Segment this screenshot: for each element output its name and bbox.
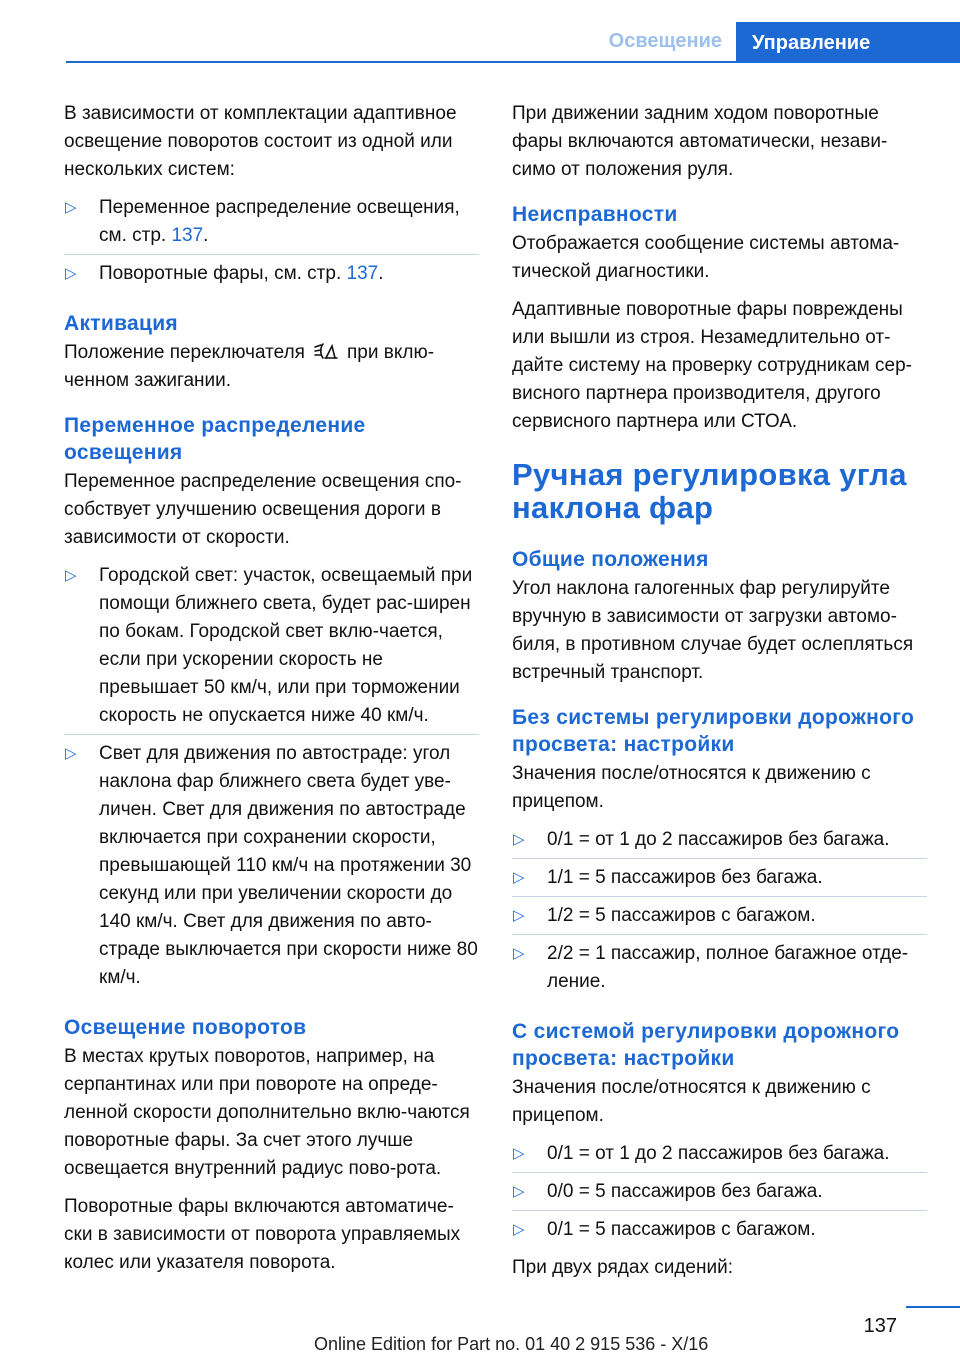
list-item: ▷ 1/1 = 5 пассажиров без багажа. [512,864,927,897]
triangle-right-icon: ▷ [513,831,525,848]
page-header [0,0,960,62]
two-rows-paragraph: При двух рядах сидений: [512,1257,733,1278]
triangle-right-icon: ▷ [513,1145,525,1162]
manual-adjustment-heading: Ручная регулировка угла наклона фар [512,457,907,525]
triangle-right-icon: ▷ [513,869,525,886]
variable-lighting-paragraph: Переменное распределение освещения спо-собствует улучшению освещения дороги в зависимости от скорости. [64,471,462,548]
triangle-right-icon: ▷ [513,945,525,962]
intro-paragraph: В зависимости от комплектации адаптивное освещение поворотов состоит из одной или нескольких систем: [64,103,457,180]
triangle-right-icon: ▷ [65,199,77,216]
list-item: ▷ Переменное распределение освещения, см. стр. 137. [64,194,479,255]
variable-lighting-list [64,562,479,997]
list-divider [512,858,927,859]
section-tab-lighting[interactable]: Освещение [608,30,722,52]
list-item: ▷ 0/1 = 5 пассажиров с багажом. [512,1216,927,1249]
cornering-paragraph-2: Поворотные фары включаются автоматиче-ски в зависимости от поворота управляемых колес или указателя поворота. [64,1196,461,1273]
activation-paragraph: Положение переключателя при вклю-ченном зажигании. [64,342,435,391]
list-item: ▷ 0/1 = от 1 до 2 пассажиров без багажа. [512,1140,927,1173]
triangle-right-icon: ▷ [65,265,77,282]
list-item: ▷ Городской свет: участок, освещаемый при помощи ближнего света, будет рас-ширен по бокам. Городской свет вклю-чается, если при ускорении скорость не превышает 50 км/ч, или при торможении скорость не опускается ниже 40 км/ч. [64,562,479,735]
list-divider [512,934,927,935]
triangle-right-icon: ▷ [513,1183,525,1200]
list-item: ▷ 1/2 = 5 пассажиров с багажом. [512,902,927,935]
chapter-tab-controls[interactable]: Управление [736,22,960,62]
cornering-paragraph-1: В местах крутых поворотов, например, на серпантинах или при повороте на опреде-ленной скорости дополнительно вклю-чаются поворотные фары. За счет этого лучше освещается внутренний радиус пово-рота. [64,1046,470,1179]
list-divider [512,896,927,897]
with-leveling-list [512,1140,927,1249]
triangle-right-icon: ▷ [513,907,525,924]
list-divider [512,1172,927,1173]
with-leveling-heading: С системой регулировки дорожного просвета: настройки [512,1020,900,1070]
faults-paragraph-1: Отображается сообщение системы автома-тической диагностики. [512,233,900,282]
without-leveling-paragraph: Значения после/относятся к движению с прицепом. [512,763,871,812]
page-number: 137 [863,1315,897,1337]
cornering-heading: Освещение поворотов [64,1016,307,1039]
header-divider [66,61,960,63]
list-item: ▷ 0/1 = от 1 до 2 пассажиров без багажа. [512,826,927,859]
headlight-auto-switch-icon [313,340,339,362]
triangle-right-icon: ▷ [65,567,77,584]
triangle-right-icon: ▷ [513,1221,525,1238]
list-item: ▷ 0/0 = 5 пассажиров без багажа. [512,1178,927,1211]
list-item: ▷ Свет для движения по автостраде: угол наклона фар ближнего света будет уве-личен. Свет для движения по автостраде включается при сохранении скорости, превышающей 110 км/ч на протяжении 30 секунд или при увеличении скорости до 140 км/ч. Свет для движения по авто-страде выключается при скорости ниже 80 км/ч. [64,740,479,997]
footer-divider [906,1306,960,1308]
list-divider [64,254,479,255]
reverse-paragraph: При движении задним ходом поворотные фары включаются автоматически, незави-симо от положения руля. [512,103,888,180]
general-paragraph: Угол наклона галогенных фар регулируйте вручную в зависимости от загрузки автомо-биля, в противном случае будет ослепляться встречный транспорт. [512,578,914,683]
left-column [64,100,479,1287]
intro-list [64,194,479,293]
without-leveling-heading: Без системы регулировки дорожного просвета: настройки [512,706,915,756]
list-item: ▷ Поворотные фары, см. стр. 137. [64,260,479,293]
faults-heading: Неисправности [512,203,678,226]
general-heading: Общие положения [512,548,709,571]
list-item: ▷ 2/2 = 1 пассажир, полное багажное отде-ление. [512,940,927,1001]
variable-lighting-heading: Переменное распределение освещения [64,414,366,464]
page-link[interactable]: 137 [171,225,204,246]
list-divider [64,734,479,735]
faults-paragraph-2: Адаптивные поворотные фары повреждены или вышли из строя. Незамедлительно от-дайте систему на проверку сотрудникам сер-висного партнера производителя, другого сервисного партнера или СТОА. [512,299,912,432]
triangle-right-icon: ▷ [65,745,77,762]
page-link[interactable]: 137 [346,263,379,284]
without-leveling-list [512,826,927,1001]
activation-heading: Активация [64,312,178,335]
edition-footer: Online Edition for Part no. 01 40 2 915 536 - X/16 [314,1334,709,1354]
right-column [512,100,927,1292]
with-leveling-paragraph: Значения после/относятся к движению с прицепом. [512,1077,871,1126]
list-divider [512,1210,927,1211]
